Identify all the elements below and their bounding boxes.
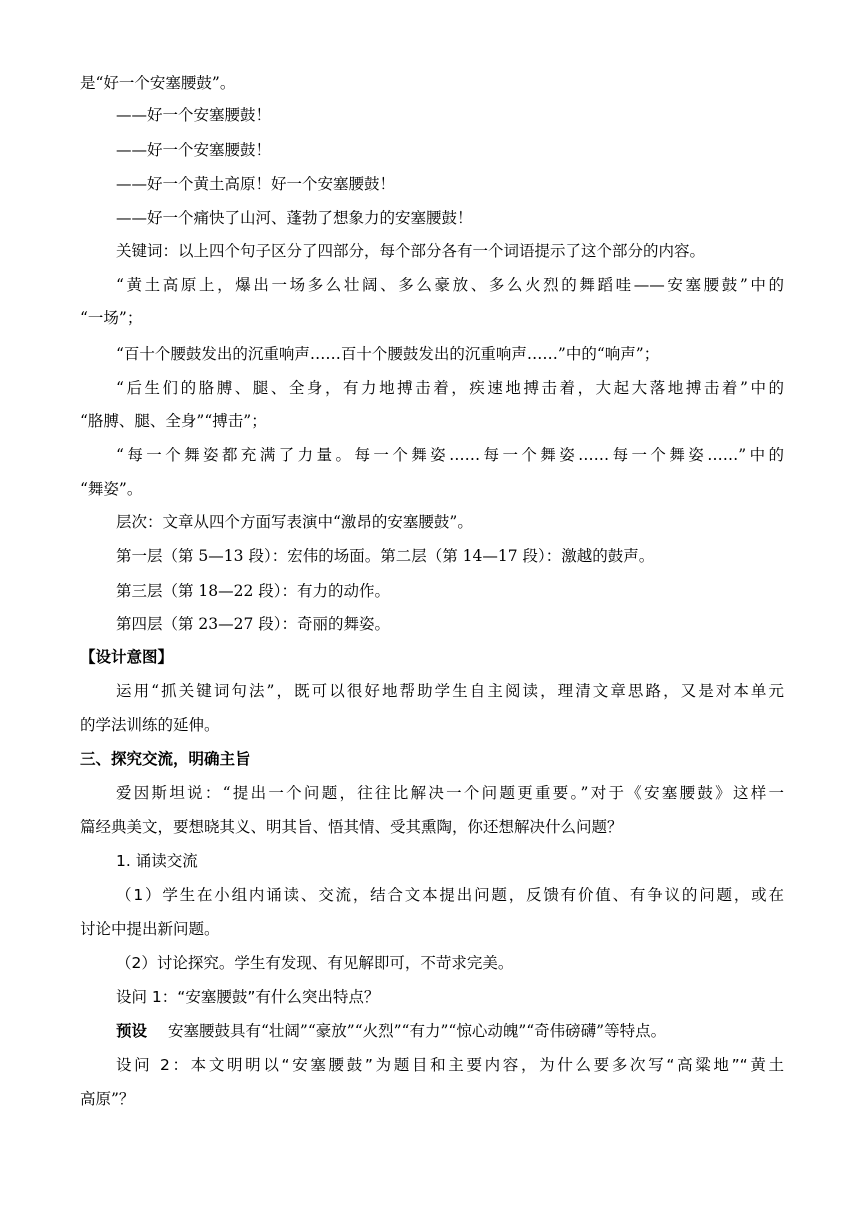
text-line: 第四层（第 23—27 段）：奇丽的舞姿。 <box>116 615 391 633</box>
text-line: ——好一个黄土高原！好一个安塞腰鼓！ <box>116 175 396 193</box>
text-line: 层次：文章从四个方面写表演中“激昂的安塞腰鼓”。 <box>116 513 473 531</box>
text-line: 是“好一个安塞腰鼓”。 <box>80 74 236 92</box>
text-line: （2）讨论探究。学生有发现、有见解即可，不苛求完美。 <box>116 954 514 972</box>
section-heading: 三、探究交流，明确主旨 <box>80 750 251 768</box>
text-line: ——好一个安塞腰鼓！ <box>116 141 272 159</box>
text-line: “每一个舞姿都充满了力量。每一个舞姿……每一个舞姿……每一个舞姿……”中的 <box>116 446 784 464</box>
preset-label: 预设 <box>116 1022 148 1040</box>
text-line: “舞姿”。 <box>80 480 143 498</box>
text-line: “百十个腰鼓发出的沉重响声……百十个腰鼓发出的沉重响声……”中的“响声”； <box>116 345 660 363</box>
text-line: 的学法训练的延伸。 <box>80 716 220 734</box>
text-line: 设问 1：“安塞腰鼓”有什么突出特点？ <box>116 988 380 1006</box>
text-line: 讨论中提出新问题。 <box>80 920 220 938</box>
text-line: “一场”； <box>80 309 143 327</box>
text-line: 关键词：以上四个句子区分了四部分，每个部分各有一个词语提示了这个部分的内容。 <box>116 242 706 260</box>
text-line: “黄土高原上，爆出一场多么壮阔、多么豪放、多么火烈的舞蹈哇——安塞腰鼓”中的 <box>116 276 784 294</box>
text-line: 1. 诵读交流 <box>116 852 198 870</box>
text-line: ——好一个痛快了山河、蓬勃了想象力的安塞腰鼓！ <box>116 209 473 227</box>
text-line: 运用“抓关键词句法”，既可以很好地帮助学生自主阅读，理清文章思路，又是对本单元 <box>116 682 784 700</box>
text-line: （1）学生在小组内诵读、交流，结合文本提出问题，反馈有价值、有争议的问题，或在 <box>116 886 784 904</box>
section-heading: 【设计意图】 <box>80 648 174 666</box>
text-line: 第一层（第 5—13 段）：宏伟的场面。第二层（第 14—17 段）：激越的鼓声。 <box>116 547 655 565</box>
text-line: 高原”？ <box>80 1090 135 1108</box>
text-line: “后生们的胳膊、腿、全身，有力地搏击着，疾速地搏击着，大起大落地搏击着”中的 <box>116 379 784 397</box>
text-line: ——好一个安塞腰鼓！ <box>116 106 272 124</box>
text-line: 设问 2：本文明明以“安塞腰鼓”为题目和主要内容，为什么要多次写“高粱地”“黄土 <box>116 1056 784 1074</box>
text-line: 安塞腰鼓具有“壮阔”“豪放”“火烈”“有力”“惊心动魄”“奇伟磅礴”等特点。 <box>168 1022 667 1040</box>
text-line: 篇经典美文，要想晓其义、明其旨、悟其情、受其熏陶，你还想解决什么问题？ <box>80 818 623 836</box>
text-line: 爱因斯坦说：“提出一个问题，往往比解决一个问题更重要。”对于《安塞腰鼓》这样一 <box>116 784 784 802</box>
text-line: 第三层（第 18—22 段）：有力的动作。 <box>116 582 391 600</box>
text-line: “胳膊、腿、全身”“搏击”； <box>80 412 267 430</box>
